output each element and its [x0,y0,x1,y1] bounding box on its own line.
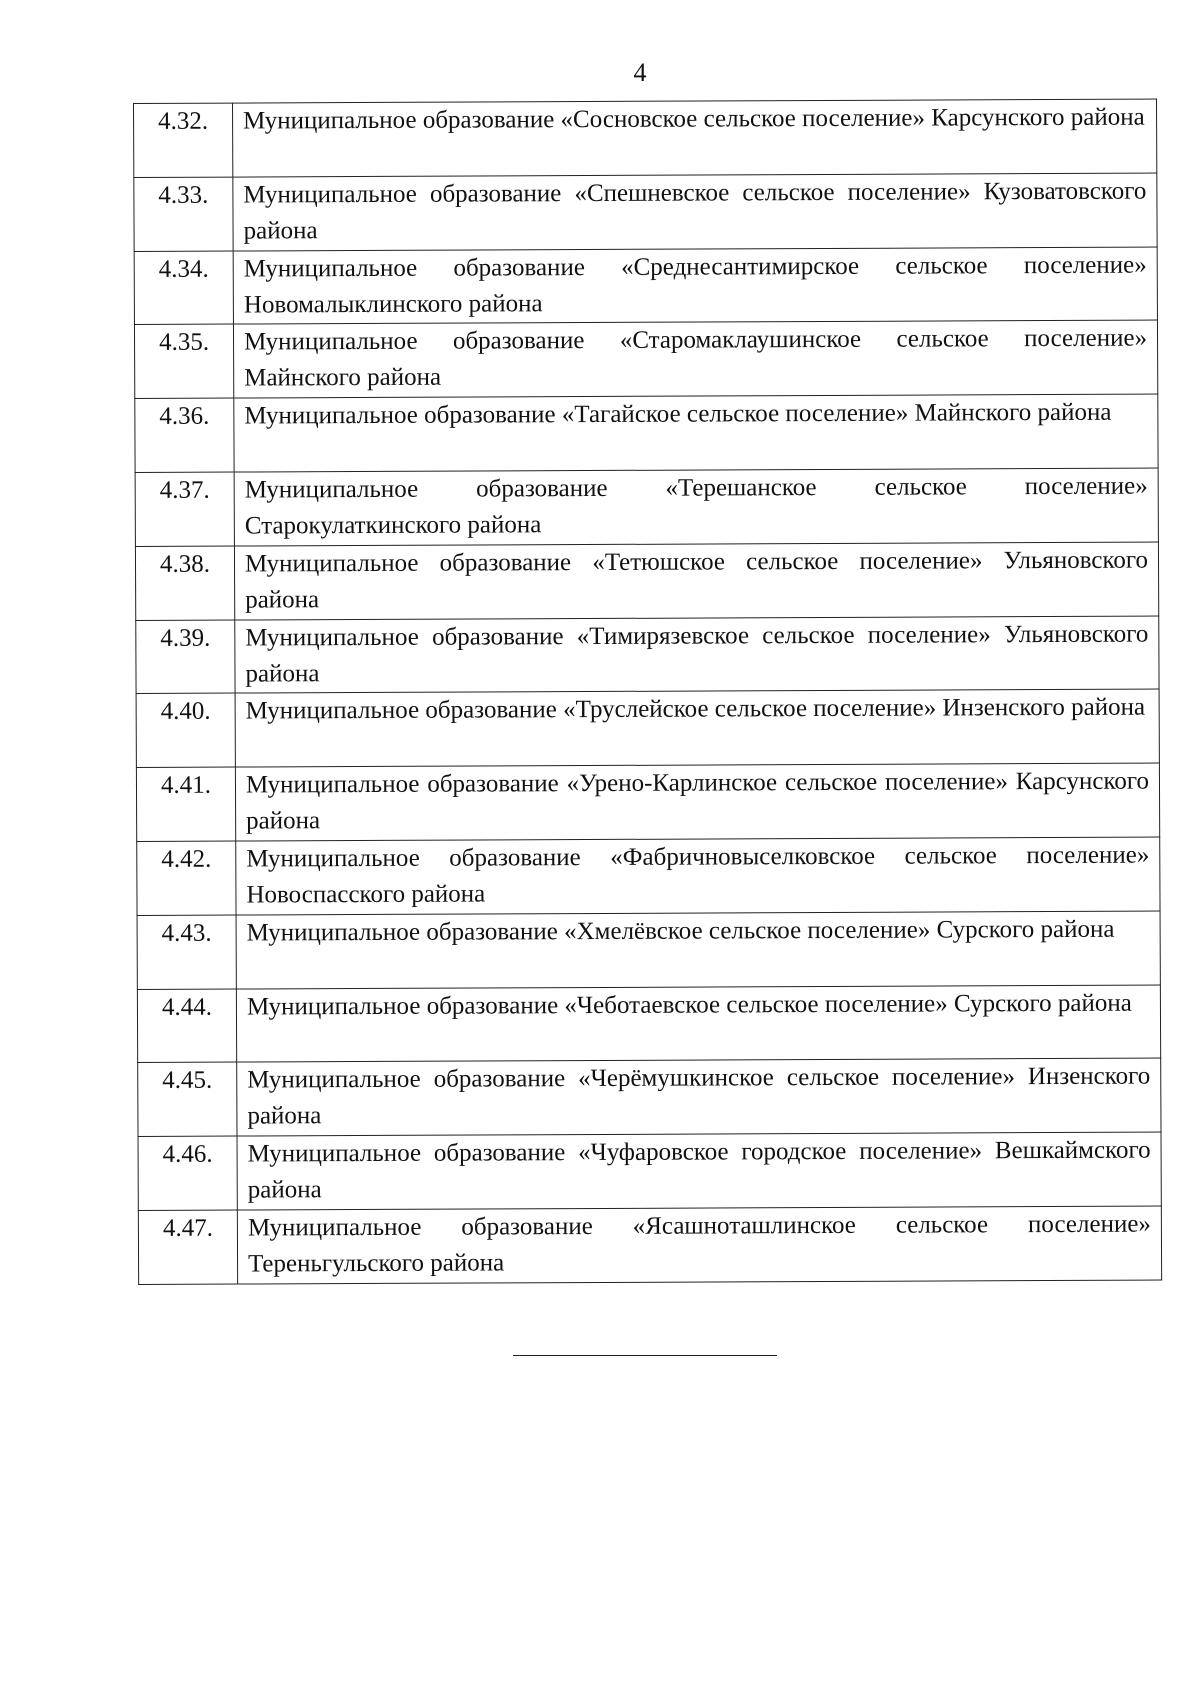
row-number: 4.32. [134,103,233,177]
table-body [134,99,1162,1284]
municipality-name-text: Муниципальное образование «Фабричновыселковское сельское поселение» Новоспасского района [246,841,1150,909]
municipality-name [236,837,1160,915]
table-row [138,1132,1161,1210]
table-row [138,1206,1161,1284]
table-row [136,616,1159,694]
table-row [136,763,1159,841]
municipality-name [237,1058,1161,1136]
municipality-name [234,542,1158,620]
table-row [134,99,1157,177]
municipality-name [234,468,1158,546]
municipality-name-text: Муниципальное образование «Тагайское сельское поселение» Майнского района [244,398,1112,430]
row-number: 4.41. [136,767,235,841]
row-number: 4.33. [134,177,233,251]
municipality-name [237,1132,1161,1210]
municipality-name-text: Муниципальное образование «Тимирязевское сельское поселение» Ульяновского района [245,620,1149,688]
row-number: 4.40. [136,693,235,767]
table-row [134,320,1157,398]
row-number: 4.35. [134,324,233,398]
row-number: 4.46. [138,1136,237,1210]
table-row [137,837,1160,915]
municipality-name-text: Муниципальное образование «Тетюшское сельское поселение» Ульяновского района [244,546,1149,614]
row-number: 4.45. [138,1062,237,1136]
row-number: 4.34. [134,251,233,325]
municipality-name [233,99,1157,177]
table-row [134,173,1157,251]
table-row [134,247,1157,325]
row-number: 4.44. [137,989,236,1063]
row-number: 4.37. [135,472,234,546]
municipality-name [236,911,1160,989]
municipality-name-text: Муниципальное образование «Чеботаевское сельское поселение» Сурского района [246,989,1132,1021]
page-number: 4 [633,58,647,87]
municipality-name-text: Муниципальное образование «Черёмушкинское сельское поселение» Инзенского района [247,1062,1151,1130]
municipality-name [233,320,1157,398]
end-rule [513,1355,777,1356]
municipality-name-text: Муниципальное образование «Спешневское сельское поселение» Кузоватовского района [243,177,1147,245]
table-row [135,542,1158,620]
row-number: 4.43. [137,915,236,989]
municipality-name [233,173,1157,251]
municipality-name [235,763,1159,841]
municipality-table [133,99,1162,1285]
row-number: 4.39. [136,620,235,694]
row-number: 4.42. [137,841,236,915]
municipality-name [234,394,1158,472]
municipality-name [236,985,1160,1063]
municipality-name [237,1206,1161,1284]
municipality-name-text: Муниципальное образование «Труслейское сельское поселение» Инзенского района [245,693,1146,725]
municipality-name-text: Муниципальное образование «Урено-Карлинское сельское поселение» Карсунского района [245,767,1150,835]
table-row [135,468,1158,546]
municipality-name-text: Муниципальное образование «Хмелёвское сельское поселение» Сурского района [246,915,1115,947]
municipality-name-text: Муниципальное образование «Чуфаровское городское поселение» Вешкаймского района [247,1136,1151,1204]
table-row [137,985,1160,1063]
municipality-name-text: Муниципальное образование «Среднесантимирское сельское поселение» Новомалыклинского района [243,251,1147,319]
table-row [138,1058,1161,1136]
row-number: 4.38. [135,546,234,620]
row-number: 4.47. [138,1210,237,1284]
municipality-name-text: Муниципальное образование «Сосновское сельское поселение» Карсунского района [243,103,1145,135]
table-row [136,689,1159,767]
municipality-name-text: Муниципальное образование «Старомаклаушинское сельское поселение» Майнского района [243,324,1148,392]
municipality-name-text: Муниципальное образование «Ясашноташлинское сельское поселение» Тереньгульского района [247,1210,1151,1278]
municipality-name [235,616,1159,694]
table-row [137,911,1160,989]
municipality-name [235,689,1159,767]
municipality-name [233,247,1157,325]
row-number: 4.36. [135,398,234,472]
municipality-name-text: Муниципальное образование «Терешанское сельское поселение» Старокулаткинского района [244,472,1148,540]
table-row [135,394,1158,472]
